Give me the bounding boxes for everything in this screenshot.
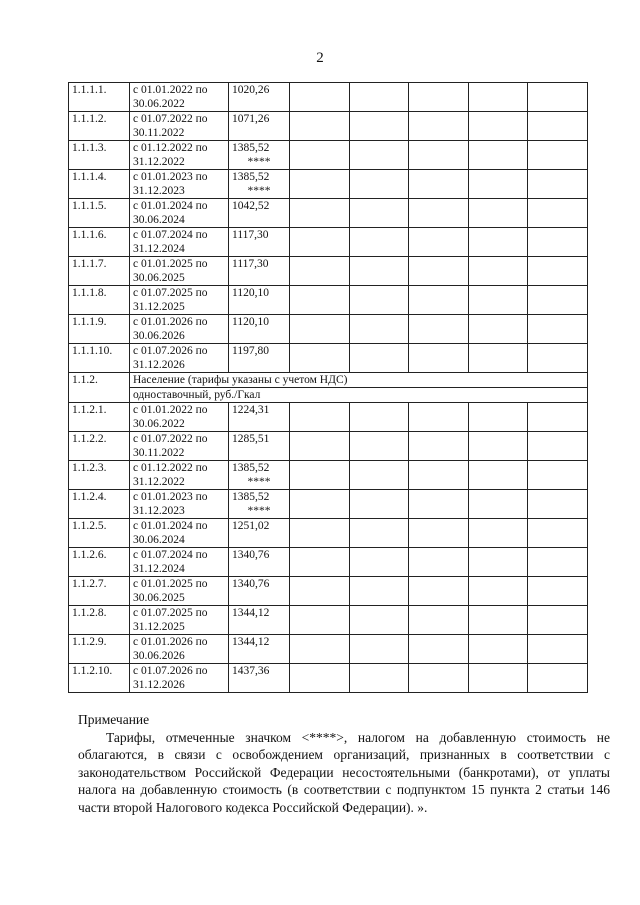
row-value <box>229 170 290 199</box>
table-row <box>69 432 588 461</box>
empty-cell <box>349 519 409 548</box>
empty-cell <box>409 257 469 286</box>
vat-exempt-mark: **** <box>247 185 271 197</box>
empty-cell <box>290 577 350 606</box>
tariff-value: 1224,31 <box>232 404 270 416</box>
empty-cell <box>349 403 409 432</box>
empty-cell <box>409 548 469 577</box>
tariff-value: 1020,26 <box>232 84 270 96</box>
tariff-value: 1385,52 <box>232 142 270 154</box>
empty-cell <box>290 141 350 170</box>
table-row <box>69 664 588 693</box>
empty-cell <box>468 83 528 112</box>
empty-cell <box>409 461 469 490</box>
row-value <box>229 635 290 664</box>
row-number: 1.1.2.4. <box>69 490 130 519</box>
row-period: с 01.01.2023 по 31.12.2023 <box>130 490 229 519</box>
empty-cell <box>290 112 350 141</box>
table-row <box>69 83 588 112</box>
row-value <box>229 548 290 577</box>
empty-cell <box>409 228 469 257</box>
empty-cell <box>409 403 469 432</box>
row-value <box>229 257 290 286</box>
vat-exempt-mark: **** <box>247 505 271 517</box>
note-block <box>78 711 610 816</box>
empty-cell <box>468 490 528 519</box>
row-value <box>229 228 290 257</box>
empty-cell <box>290 315 350 344</box>
table-row <box>69 170 588 199</box>
empty-cell <box>290 170 350 199</box>
row-value <box>229 490 290 519</box>
row-period: с 01.07.2026 по 31.12.2026 <box>130 664 229 693</box>
empty-cell <box>468 635 528 664</box>
table-row <box>69 490 588 519</box>
row-value <box>229 344 290 373</box>
table-row <box>69 228 588 257</box>
empty-cell <box>528 519 588 548</box>
group-subtitle-row <box>69 388 588 403</box>
tariff-value: 1340,76 <box>232 578 270 590</box>
empty-cell <box>290 83 350 112</box>
row-number: 1.1.2.10. <box>69 664 130 693</box>
empty-cell <box>409 112 469 141</box>
empty-cell <box>409 199 469 228</box>
empty-cell <box>290 519 350 548</box>
empty-cell <box>468 112 528 141</box>
empty-cell <box>290 461 350 490</box>
tariff-value: 1197,80 <box>232 345 269 357</box>
empty-cell <box>468 519 528 548</box>
row-period: с 01.07.2025 по 31.12.2025 <box>130 286 229 315</box>
empty-cell <box>349 228 409 257</box>
empty-cell <box>528 403 588 432</box>
empty-cell <box>290 548 350 577</box>
empty-cell <box>528 112 588 141</box>
empty-cell <box>409 519 469 548</box>
empty-cell <box>528 199 588 228</box>
tariff-value: 1117,30 <box>232 258 269 270</box>
row-period: с 01.01.2025 по 30.06.2025 <box>130 257 229 286</box>
empty-cell <box>528 635 588 664</box>
empty-cell <box>409 344 469 373</box>
row-value <box>229 112 290 141</box>
tariff-value: 1437,36 <box>232 665 270 677</box>
empty-cell <box>468 344 528 373</box>
tariff-value: 1251,02 <box>232 520 270 532</box>
table-row <box>69 286 588 315</box>
row-value <box>229 315 290 344</box>
empty-cell <box>409 432 469 461</box>
row-value <box>229 461 290 490</box>
empty-cell <box>528 228 588 257</box>
table-row <box>69 548 588 577</box>
row-value <box>229 606 290 635</box>
vat-exempt-mark: **** <box>247 156 271 168</box>
empty-cell <box>349 606 409 635</box>
empty-cell <box>528 257 588 286</box>
group-header-row <box>69 373 588 388</box>
row-period: с 01.01.2024 по 30.06.2024 <box>130 519 229 548</box>
row-number: 1.1.2.3. <box>69 461 130 490</box>
empty-cell <box>349 170 409 199</box>
row-period: с 01.07.2022 по 30.11.2022 <box>130 432 229 461</box>
tariff-value: 1285,51 <box>232 433 270 445</box>
row-value <box>229 141 290 170</box>
empty-cell <box>528 286 588 315</box>
empty-cell <box>409 577 469 606</box>
table-row <box>69 519 588 548</box>
tariff-value: 1385,52 <box>232 491 270 503</box>
empty-cell <box>528 490 588 519</box>
table-row <box>69 315 588 344</box>
empty-cell <box>409 286 469 315</box>
group-title: Население (тарифы указаны с учетом НДС) <box>130 373 588 388</box>
row-number: 1.1.2.8. <box>69 606 130 635</box>
empty-cell <box>349 286 409 315</box>
empty-cell <box>349 257 409 286</box>
empty-cell <box>528 664 588 693</box>
tariff-value: 1042,52 <box>232 200 270 212</box>
empty-cell <box>528 315 588 344</box>
empty-cell <box>349 344 409 373</box>
empty-cell <box>290 403 350 432</box>
tariff-value: 1385,52 <box>232 171 270 183</box>
table-row <box>69 577 588 606</box>
empty-cell <box>290 664 350 693</box>
row-number: 1.1.1.9. <box>69 315 130 344</box>
row-number: 1.1.1.1. <box>69 83 130 112</box>
table-row <box>69 112 588 141</box>
empty-cell <box>409 315 469 344</box>
row-period: с 01.07.2026 по 31.12.2026 <box>130 344 229 373</box>
empty-cell <box>528 141 588 170</box>
tariff-value: 1344,12 <box>232 636 270 648</box>
row-period: с 01.01.2023 по 31.12.2023 <box>130 170 229 199</box>
table-row <box>69 606 588 635</box>
empty-cell <box>528 606 588 635</box>
note-title: Примечание <box>78 712 150 727</box>
tariff-value: 1120,10 <box>232 316 269 328</box>
row-period: с 01.07.2025 по 31.12.2025 <box>130 606 229 635</box>
row-number: 1.1.2.9. <box>69 635 130 664</box>
row-number: 1.1.2.1. <box>69 403 130 432</box>
row-period: с 01.01.2022 по 30.06.2022 <box>130 403 229 432</box>
tariff-group-section <box>69 373 588 403</box>
row-number: 1.1.2.6. <box>69 548 130 577</box>
row-period: с 01.07.2022 по 30.11.2022 <box>130 112 229 141</box>
empty-cell <box>528 577 588 606</box>
row-value <box>229 577 290 606</box>
empty-cell <box>528 432 588 461</box>
empty-cell <box>290 257 350 286</box>
row-number: 1.1.1.2. <box>69 112 130 141</box>
empty-cell <box>290 432 350 461</box>
row-number: 1.1.2.5. <box>69 519 130 548</box>
empty-cell <box>349 199 409 228</box>
row-value <box>229 664 290 693</box>
page-number: 2 <box>316 50 324 66</box>
empty-cell <box>528 170 588 199</box>
empty-cell <box>528 461 588 490</box>
row-number: 1.1.1.3. <box>69 141 130 170</box>
empty-cell <box>468 403 528 432</box>
row-number: 1.1.1.10. <box>69 344 130 373</box>
empty-cell <box>409 170 469 199</box>
note-text: Тарифы, отмеченные значком <****>, налогом на добавленную стоимость не облагаются, в связи с освобождением организаций, признанных в соответствии с законодательством Российской Федерации несостоятельными (банкротами), от уплаты налога на добавленную стоимость (в соответствии с подпунктом 15 пункта 2 статьи 146 части второй Налогового кодекса Российской Федерации). ». <box>78 729 610 815</box>
empty-cell <box>468 286 528 315</box>
empty-cell <box>468 315 528 344</box>
empty-cell <box>290 606 350 635</box>
row-number: 1.1.1.4. <box>69 170 130 199</box>
table-row <box>69 403 588 432</box>
row-value <box>229 199 290 228</box>
row-number: 1.1.2.2. <box>69 432 130 461</box>
empty-cell <box>349 664 409 693</box>
empty-cell <box>349 83 409 112</box>
table-row <box>69 344 588 373</box>
row-number: 1.1.1.7. <box>69 257 130 286</box>
row-period: с 01.01.2022 по 30.06.2022 <box>130 83 229 112</box>
empty-cell <box>468 664 528 693</box>
empty-cell <box>349 577 409 606</box>
row-period: с 01.07.2024 по 31.12.2024 <box>130 228 229 257</box>
tariff-table-part1 <box>69 83 588 373</box>
empty-cell <box>528 83 588 112</box>
tariff-value: 1071,26 <box>232 113 270 125</box>
row-value <box>229 432 290 461</box>
empty-cell <box>290 228 350 257</box>
empty-cell <box>349 432 409 461</box>
empty-cell <box>468 141 528 170</box>
vat-exempt-mark: **** <box>247 476 271 488</box>
row-period: с 01.01.2026 по 30.06.2026 <box>130 635 229 664</box>
empty-cell <box>349 461 409 490</box>
tariff-table-part2 <box>69 403 588 693</box>
table-row <box>69 257 588 286</box>
empty-cell <box>468 432 528 461</box>
empty-cell <box>349 141 409 170</box>
empty-cell <box>468 548 528 577</box>
empty-cell <box>528 548 588 577</box>
tariff-value: 1385,52 <box>232 462 270 474</box>
row-value <box>229 83 290 112</box>
empty-cell <box>528 344 588 373</box>
row-period: с 01.12.2022 по 31.12.2022 <box>130 461 229 490</box>
row-value <box>229 286 290 315</box>
empty-cell <box>349 548 409 577</box>
tariff-value: 1344,12 <box>232 607 270 619</box>
empty-cell <box>409 664 469 693</box>
empty-cell <box>468 170 528 199</box>
tariff-value: 1117,30 <box>232 229 269 241</box>
row-number: 1.1.1.6. <box>69 228 130 257</box>
empty-cell <box>468 606 528 635</box>
empty-cell <box>349 112 409 141</box>
empty-cell <box>349 635 409 664</box>
row-period: с 01.01.2025 по 30.06.2025 <box>130 577 229 606</box>
row-period: с 01.01.2024 по 30.06.2024 <box>130 199 229 228</box>
empty-cell <box>290 286 350 315</box>
table-row <box>69 461 588 490</box>
tariff-value: 1120,10 <box>232 287 269 299</box>
empty-cell <box>409 606 469 635</box>
row-period: с 01.01.2026 по 30.06.2026 <box>130 315 229 344</box>
empty-cell <box>468 228 528 257</box>
table-row <box>69 635 588 664</box>
row-number: 1.1.2.7. <box>69 577 130 606</box>
empty-cell <box>290 199 350 228</box>
empty-cell <box>290 344 350 373</box>
empty-cell <box>409 141 469 170</box>
table-row <box>69 199 588 228</box>
table-row <box>69 141 588 170</box>
tariff-table <box>68 82 588 693</box>
empty-cell <box>349 490 409 519</box>
empty-cell <box>349 315 409 344</box>
row-value <box>229 403 290 432</box>
empty-cell <box>468 577 528 606</box>
empty-cell <box>290 490 350 519</box>
row-period: с 01.07.2024 по 31.12.2024 <box>130 548 229 577</box>
group-subtitle: одноставочный, руб./Гкал <box>130 388 588 403</box>
empty-cell <box>468 199 528 228</box>
tariff-value: 1340,76 <box>232 549 270 561</box>
empty-cell <box>468 461 528 490</box>
empty-cell <box>409 490 469 519</box>
row-number: 1.1.1.8. <box>69 286 130 315</box>
empty-cell <box>290 635 350 664</box>
empty-cell <box>468 257 528 286</box>
group-number: 1.1.2. <box>69 373 130 403</box>
empty-cell <box>409 635 469 664</box>
row-period: с 01.12.2022 по 31.12.2022 <box>130 141 229 170</box>
row-value <box>229 519 290 548</box>
empty-cell <box>409 83 469 112</box>
row-number: 1.1.1.5. <box>69 199 130 228</box>
